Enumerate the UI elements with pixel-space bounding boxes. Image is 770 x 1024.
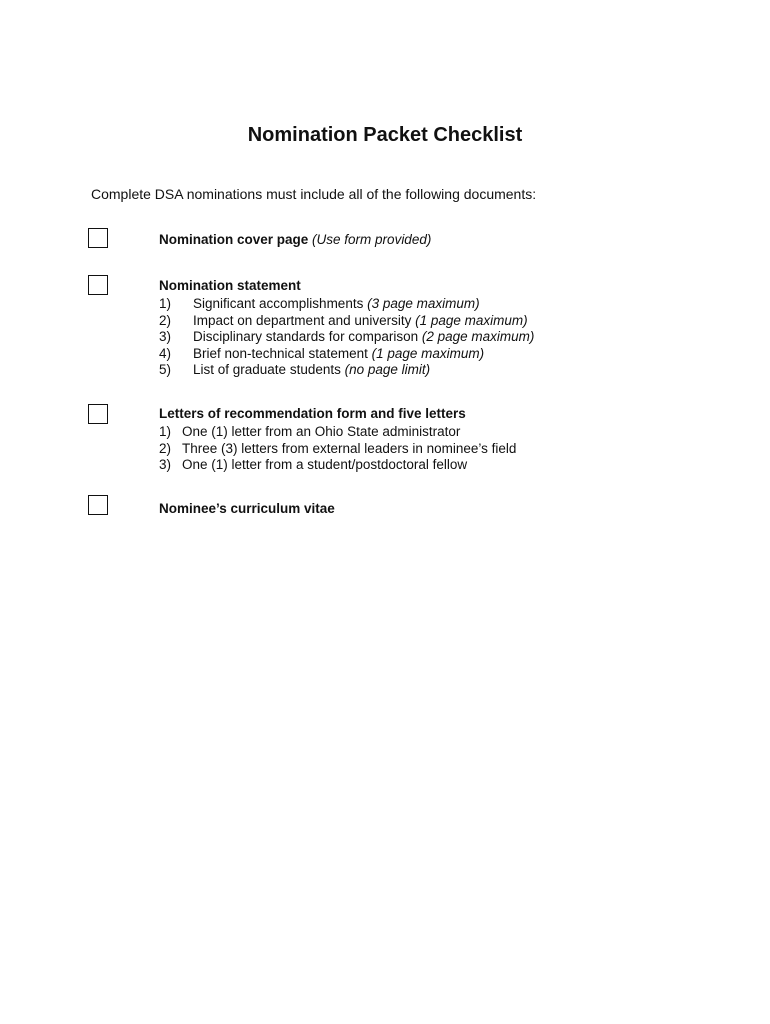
list-item — [159, 329, 534, 346]
section-heading — [159, 405, 516, 422]
checkbox-curriculum-vitae[interactable] — [88, 495, 108, 515]
list-item — [159, 441, 516, 458]
item-number: 1) — [159, 296, 172, 311]
section-heading — [159, 231, 431, 248]
list-item — [159, 457, 516, 474]
heading-text: Nomination cover page — [159, 232, 309, 247]
heading-text: Nomination statement — [159, 278, 301, 293]
section-heading — [159, 277, 534, 294]
checkbox-cover-page[interactable] — [88, 228, 108, 248]
letters-list — [159, 424, 516, 474]
heading-note: (Use form provided) — [312, 232, 432, 247]
item-number: 3) — [159, 457, 172, 472]
item-text: Three (3) letters from external leaders in nominee’s field — [182, 440, 517, 456]
statement-list — [159, 296, 534, 379]
item-text: List of graduate students — [193, 362, 341, 377]
heading-text: Letters of recommendation form and five letters — [159, 406, 466, 421]
intro-text: Complete DSA nominations must include all of the following documents: — [91, 186, 537, 202]
item-number: 1) — [159, 424, 172, 439]
item-text: One (1) letter from a student/postdoctoral fellow — [182, 457, 468, 472]
list-item — [159, 424, 516, 441]
item-number: 5) — [159, 362, 172, 377]
section-cover-page — [159, 231, 431, 248]
item-number: 4) — [159, 345, 172, 361]
item-text: Disciplinary standards for comparison — [193, 329, 419, 344]
item-note: (3 page maximum) — [367, 296, 480, 311]
list-item — [159, 296, 534, 313]
item-text: Brief non-technical statement — [193, 345, 368, 361]
section-heading — [159, 500, 335, 517]
section-nomination-statement — [159, 277, 534, 379]
heading-text: Nominee’s curriculum vitae — [159, 501, 335, 516]
checkbox-nomination-statement[interactable] — [88, 275, 108, 295]
item-note: (2 page maximum) — [421, 329, 535, 344]
item-note: (1 page maximum) — [415, 312, 528, 328]
item-text: Significant accomplishments — [193, 296, 364, 311]
list-item — [159, 313, 534, 330]
item-text: One (1) letter from an Ohio State administrator — [182, 424, 461, 439]
list-item — [159, 346, 534, 363]
item-text: Impact on department and university — [193, 312, 412, 328]
item-note: (no page limit) — [344, 362, 431, 377]
list-item — [159, 362, 534, 379]
page-title: Nomination Packet Checklist — [247, 124, 523, 146]
item-number: 2) — [159, 440, 172, 456]
item-number: 3) — [159, 329, 172, 344]
item-note: (1 page maximum) — [371, 345, 485, 361]
checkbox-letters-of-recommendation[interactable] — [88, 404, 108, 424]
section-letters-of-recommendation — [159, 405, 516, 474]
item-number: 2) — [159, 312, 172, 328]
section-curriculum-vitae — [159, 500, 335, 517]
